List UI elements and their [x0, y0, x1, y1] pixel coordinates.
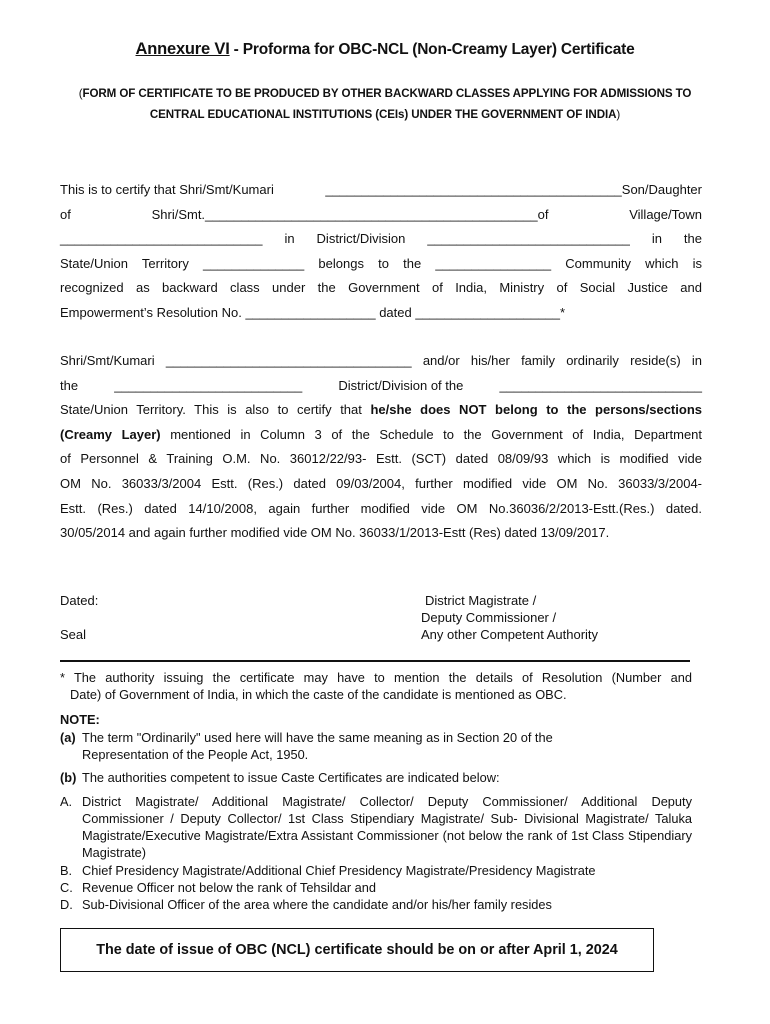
note-b-text: The authorities competent to issue Caste Certificates are indicated below:: [82, 769, 500, 785]
para2-line-6: OM No. 36033/3/2004 Estt. (Res.) dated 09/03/2004, further modified vide OM No. 36033/3/2004-: [60, 475, 702, 491]
subtitle-close-paren: ): [616, 108, 621, 121]
signing-authority: [421, 592, 598, 643]
note-section: [60, 711, 692, 913]
residence-district-blank: __________________________: [114, 377, 303, 393]
proforma-title: Proforma for OBC-NCL (Non-Creamy Layer) Certificate: [242, 41, 635, 58]
note-a-label: (a): [60, 730, 76, 746]
para2-line-7: Estt. (Res.) dated 14/10/2008, again further modified vide OM No.36036/2/2013-Estt.(Res.) dated.: [60, 500, 702, 516]
village-blank: ____________________________: [60, 231, 263, 246]
document-title: [0, 40, 770, 59]
footnote-line-2: Date) of Government of India, in which the caste of the candidate is mentioned as OBC.: [70, 687, 567, 702]
district-division-of-the: District/Division of the: [338, 377, 464, 393]
authority-item-c-text: Revenue Officer not below the rank of Tehsildar and: [82, 879, 377, 895]
district-blank: ____________________________: [427, 231, 630, 246]
authority-item-c: [60, 879, 692, 896]
authority-list: [60, 793, 692, 913]
authority-line-1: District Magistrate /: [425, 593, 537, 608]
authority-line-3: Any other Competent Authority: [421, 627, 599, 642]
authority-item-a-text: District Magistrate/ Additional Magistrate/ Collector/ Deputy Commissioner/ Additional Deputy Commissioner / Deputy Collector/ 1st Class Stipendiary Magistrate/ Sub- Divisional Magistrate/ Taluka Magistrate/Executive Magistrate/Extra Assistant Commissioner (not below the rank of 1st Class Stipendiary Magistrate): [82, 793, 692, 861]
para1-line-3: [60, 227, 702, 252]
footnote-line-1: * The authority issuing the certificate may have to mention the details of Resolution (Number and: [60, 670, 692, 685]
para2-line-3: [60, 398, 702, 423]
para1-line-2: [60, 203, 702, 228]
footnote: [60, 669, 692, 703]
in-text: in: [284, 231, 295, 246]
not-creamy-layer-bold: he/she does NOT belong to the persons/sections: [370, 402, 702, 418]
village-town-label: Village/Town: [629, 206, 702, 222]
form-subtitle: [60, 83, 710, 125]
authority-item-b-label: B.: [60, 862, 73, 878]
annexure-label: Annexure VI: [135, 40, 230, 58]
para2-line-5: of Personnel & Training O.M. No. 36012/22/93- Estt. (SCT) dated 08/09/93 which is modified vide: [60, 451, 702, 467]
para1-line-4: State/Union Territory ______________ belongs to the ________________ Community which is: [60, 255, 702, 271]
note-item-a: [60, 729, 692, 763]
residence-state-blank: ____________________________: [499, 377, 702, 393]
note-a-text: [82, 729, 692, 763]
note-b-label: (b): [60, 769, 77, 785]
note-a-text-1: The term "Ordinarily" used here will have the same meaning as in Section 20 of the: [82, 730, 553, 746]
para2-line-1: Shri/Smt/Kumari __________________________________ and/or his/her family ordinarily reside(s) in: [60, 353, 702, 368]
the-text-2: the: [60, 377, 79, 393]
para2-line-8: 30/05/2014 and again further modified vide OM No. 36033/1/2013-Estt (Res) dated 13/09/2017.: [60, 525, 610, 541]
state-ut-text: State/Union Territory. This is also to certify that: [60, 402, 371, 418]
dated-label: Dated:: [60, 593, 99, 608]
in-text-2: in: [651, 231, 662, 246]
subtitle-text: FORM OF CERTIFICATE TO BE PRODUCED BY OTHER BACKWARD CLASSES APPLYING FOR ADMISSIONS TO CENTRAL EDUCATIONAL INSTITUTIONS (CEIs) UNDER THE GOVERNMENT OF INDIA: [82, 87, 692, 121]
father-name-blank: Shri/Smt.______________________________________________of: [151, 206, 549, 222]
district-division-label: District/Division: [316, 231, 406, 246]
issue-date-notice-box: The date of issue of OBC (NCL) certificate should be on or after April 1, 2024: [60, 928, 654, 972]
authority-item-b: [60, 862, 692, 879]
of-text: of: [60, 206, 71, 222]
note-a-text-2: Representation of the People Act, 1950.: [82, 747, 309, 763]
authority-item-b-text: Chief Presidency Magistrate/Additional Chief Presidency Magistrate/Presidency Magistrate: [82, 862, 596, 878]
authority-line-2: Deputy Commissioner /: [421, 610, 557, 625]
authority-item-d: [60, 896, 692, 913]
authority-item-a: [60, 793, 692, 862]
certification-paragraph: [60, 178, 702, 325]
schedule-text: mentioned in Column 3 of the Schedule to the Government of India, Department: [160, 426, 703, 442]
para1-line-1: [60, 178, 702, 203]
authority-item-d-label: D.: [60, 897, 73, 913]
name-blank-son-daughter: _________________________________________Son/Daughter: [325, 182, 702, 197]
para1-line-5: recognized as backward class under the Government of India, Ministry of Social Justice and: [60, 280, 702, 295]
para2-line-2: [60, 374, 702, 399]
subtitle-open-paren: (: [78, 87, 83, 100]
residence-paragraph: [60, 349, 702, 546]
para2-line-4: [60, 423, 702, 448]
authority-item-d-text: Sub-Divisional Officer of the area where the candidate and/or his/her family resides: [82, 897, 552, 913]
note-heading: NOTE:: [60, 712, 100, 727]
authority-item-c-label: C.: [60, 879, 73, 895]
horizontal-divider: [60, 660, 690, 662]
certify-text: This is to certify that Shri/Smt/Kumari: [60, 182, 274, 197]
para1-line-6: Empowerment’s Resolution No. __________________ dated ____________________*: [60, 304, 566, 320]
creamy-layer-bold: (Creamy Layer): [60, 426, 161, 442]
authority-item-a-label: A.: [60, 793, 73, 809]
seal-label: Seal: [60, 627, 87, 642]
the-text: the: [683, 231, 702, 246]
note-item-b: [60, 769, 692, 786]
title-dash: -: [229, 41, 243, 58]
